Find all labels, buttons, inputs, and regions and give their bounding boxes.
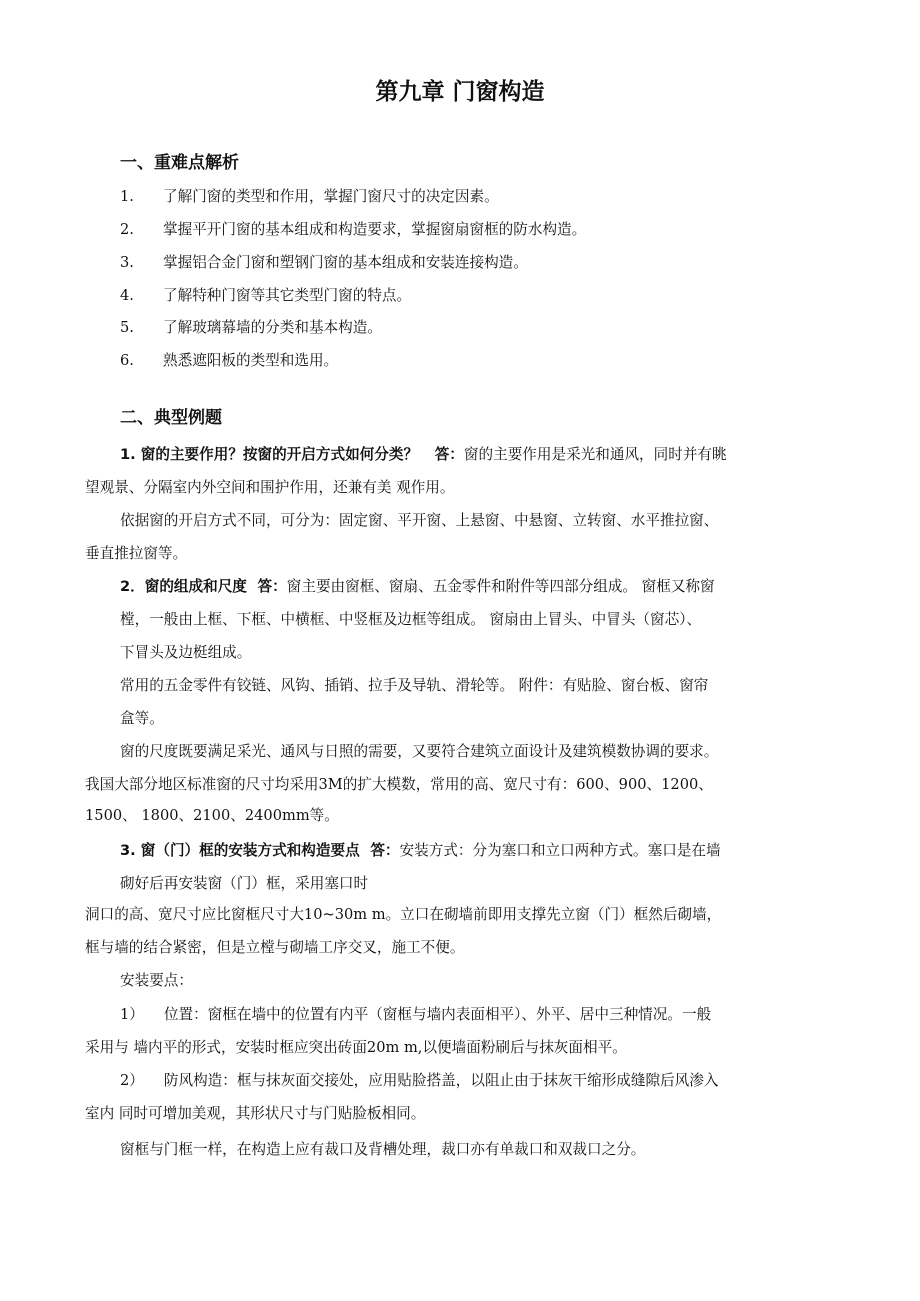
list-item-text: 了解玻璃幕墙的分类和基本构造。 (163, 319, 382, 336)
point-2-line (120, 1071, 718, 1091)
section-heading-examples: 二、典型例题 (120, 408, 222, 428)
page-title: 第九章 门窗构造 (375, 79, 545, 105)
paragraph-line: 依据窗的开启方式不同，可分为：固定窗、平开窗、上悬窗、中悬窗、立转窗、水平推拉窗、 (120, 512, 719, 529)
list-item-number: 2. (120, 221, 134, 238)
question-3-text: 3. 窗（门）框的安装方式和构造要点 (120, 842, 360, 859)
list-item-number: 5. (120, 319, 134, 336)
answer-text: 窗的主要作用是采光和通风，同时并有眺 (463, 446, 727, 463)
paragraph-line: 室内 同时可增加美观，其形状尺寸与门贴脸板相同。 (85, 1105, 426, 1122)
answer-label: 答： (257, 578, 287, 595)
point-number: 1） (120, 1006, 144, 1023)
paragraph-line: 安装要点： (120, 972, 193, 989)
list-item-text: 掌握平开门窗的基本组成和构造要求，掌握窗扇窗框的防水构造。 (163, 221, 587, 238)
list-item-text: 了解门窗的类型和作用，掌握门窗尺寸的决定因素。 (163, 188, 499, 205)
paragraph-line: 樘，一般由上框、下框、中横框、中竖框及边框等组成。 窗扇由上冒头、中冒头（窗芯）、 (120, 611, 702, 628)
point-text: 防风构造：框与抹灰面交接处，应用贴脸搭盖，以阻止由于抹灰干缩形成缝隙后风渗入 (163, 1072, 719, 1089)
question-1-line (120, 445, 727, 465)
paragraph-line: 下冒头及边梃组成。 (120, 644, 252, 661)
list-item-number: 1. (120, 188, 134, 205)
answer-text: 窗主要由窗框、窗扇、五金零件和附件等四部分组成。 窗框又称窗 (286, 578, 715, 595)
question-1-text: 1. 窗的主要作用？按窗的开启方式如何分类？ (120, 446, 419, 463)
list-item-number: 4. (120, 287, 134, 304)
answer-label: 答： (370, 842, 400, 859)
question-2-line (120, 577, 715, 597)
answer-text: 安装方式：分为塞口和立口两种方式。塞口是在墙 (399, 842, 721, 859)
answer-label: 答： (434, 446, 464, 463)
question-2-text: 2．窗的组成和尺度 (120, 578, 247, 595)
paragraph-line: 洞口的高、宽尺寸应比窗框尺寸大10~30m m。立口在砌墙前即用支撑先立窗（门）框然后砌墙， (85, 906, 722, 923)
paragraph-line: 望观景、分隔室内外空间和围护作用，还兼有美 观作用。 (85, 479, 455, 496)
section-heading-key-points: 一、重难点解析 (120, 153, 239, 173)
paragraph-line: 框与墙的结合紧密，但是立樘与砌墙工序交叉，施工不便。 (85, 939, 465, 956)
list-item-text: 了解特种门窗等其它类型门窗的特点。 (163, 287, 412, 304)
point-number: 2） (120, 1072, 144, 1089)
list-item-number: 6. (120, 352, 134, 369)
point-text: 位置：窗框在墙中的位置有内平（窗框与墙内表面相平）、外平、居中三种情况。一般 (163, 1006, 712, 1023)
list-item-number: 3. (120, 254, 134, 271)
paragraph-line: 砌好后再安装窗（门）框，采用塞口时 (120, 875, 369, 892)
paragraph-line: 盒等。 (120, 710, 164, 727)
paragraph-line: 1500、 1800、2100、2400mm等。 (85, 807, 339, 824)
paragraph-line: 常用的五金零件有铰链、风钩、插销、拉手及导轨、滑轮等。 附件：有贴脸、窗台板、窗帘 (120, 677, 709, 694)
list-item-text: 熟悉遮阳板的类型和选用。 (163, 352, 339, 369)
paragraph-line: 我国大部分地区标准窗的尺寸均采用3M的扩大模数，常用的高、宽尺寸有：600、900、1200、 (85, 776, 713, 793)
list-item-text: 掌握铝合金门窗和塑钢门窗的基本组成和安装连接构造。 (163, 254, 528, 271)
point-1-line (120, 1005, 711, 1025)
paragraph-line: 采用与 墙内平的形式，安装时框应突出砖面20m m,以便墙面粉刷后与抹灰面相平。 (85, 1039, 627, 1056)
question-3-line (120, 841, 721, 861)
paragraph-line: 窗的尺度既要满足采光、通风与日照的需要，又要符合建筑立面设计及建筑模数协调的要求。 (120, 743, 719, 760)
paragraph-line: 窗框与门框一样，在构造上应有裁口及背槽处理，裁口亦有单裁口和双裁口之分。 (120, 1141, 646, 1158)
paragraph-line: 垂直推拉窗等。 (85, 545, 188, 562)
